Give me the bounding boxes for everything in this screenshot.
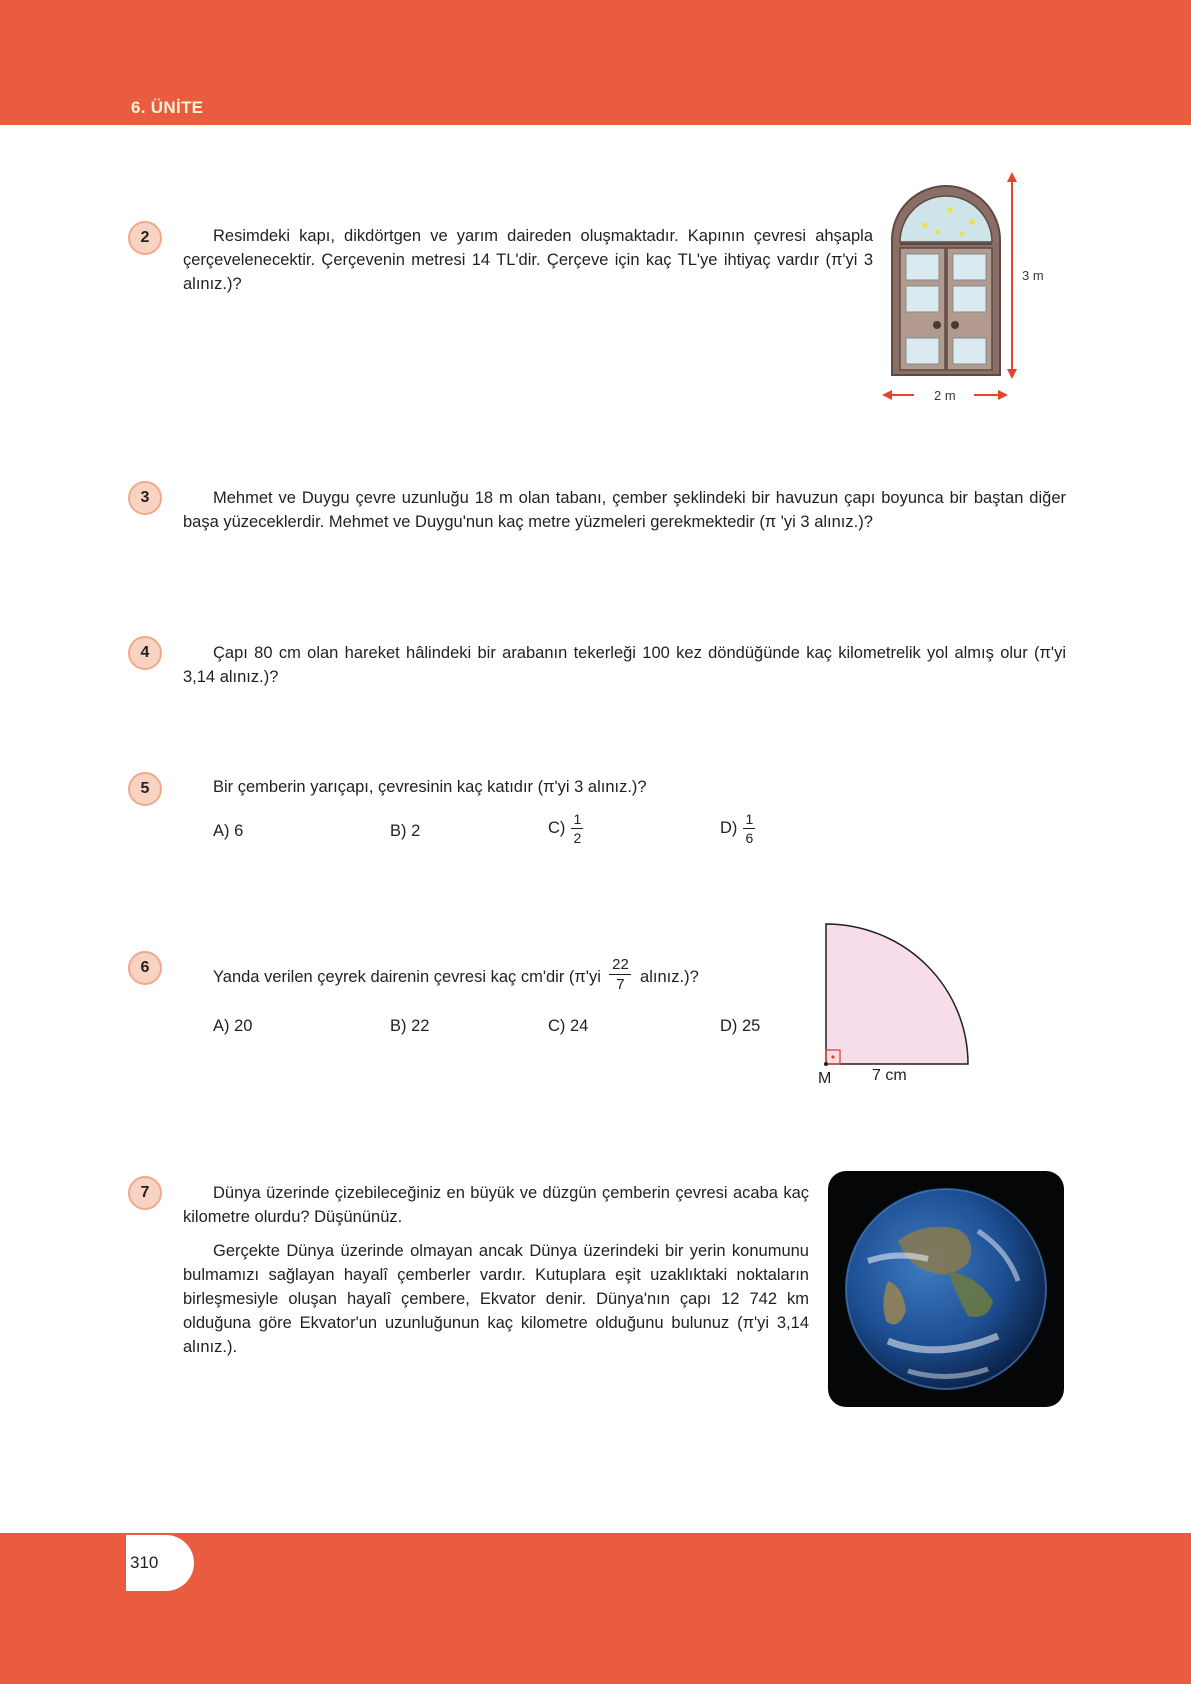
fraction-denominator: 7: [616, 976, 625, 993]
option-c-label: C): [548, 819, 566, 837]
door-height-label: 3 m: [1022, 268, 1044, 283]
door-illustration: [880, 170, 1020, 410]
fraction-numerator: 22: [612, 956, 629, 973]
option-b-label: B) 2: [390, 822, 421, 840]
question-2-text: [183, 224, 873, 296]
quarter-circle-figure: [820, 918, 980, 1068]
center-point-label: M: [818, 1070, 832, 1087]
option-a-label: A) 20: [213, 1017, 253, 1035]
option-a: [213, 822, 243, 841]
question-6-text-before: Yanda verilen çeyrek dairenin çevresi kaç cm'dir (π'yi: [213, 967, 601, 986]
question-number-badge: 3: [128, 481, 162, 515]
earth-image: [828, 1171, 1064, 1407]
page-number: 310: [130, 1553, 159, 1572]
question-3-text: [183, 486, 1066, 534]
option-d-label: D) 25: [720, 1017, 761, 1035]
question-3-paragraph: Mehmet ve Duygu çevre uzunluğu 18 m olan tabanı, çember şeklindeki bir havuzun çapı boyunca bir baştan diğer başa yüzeceklerdir. Mehmet ve Duygu'nun kaç metre yüzmeleri gerekmektedir (π 'yi 3 alınız.)?: [183, 489, 1066, 531]
question-5-text: [213, 775, 913, 799]
question-6-text-after: alınız.)?: [640, 967, 699, 986]
door-width-label: 2 m: [934, 388, 956, 403]
question-7-paragraph-1: Dünya üzerinde çizebileceğiniz en büyük ve düzgün çemberin çevresi acaba kaç kilometre olurdu? Düşününüz.: [183, 1184, 809, 1226]
question-number-badge: 4: [128, 636, 162, 670]
fraction-numerator: 1: [745, 811, 754, 827]
question-2-paragraph: Resimdeki kapı, dikdörtgen ve yarım daireden oluşmaktadır. Kapının çevresi ahşapla çerçevelenecektir. Çerçevenin metresi 14 TL'dir. Çerçeve için kaç TL'ye ihtiyaç vardır (π'yi 3 alınız.)?: [183, 227, 873, 293]
question-4-text: [183, 641, 1066, 689]
pi-approx-fraction: [609, 957, 631, 992]
option-d: [720, 1017, 760, 1036]
question-5-paragraph: Bir çemberin yarıçapı, çevresinin kaç katıdır (π'yi 3 alınız.)?: [213, 778, 647, 796]
option-c: [548, 812, 583, 845]
option-c: [548, 1017, 588, 1036]
option-b: [390, 822, 420, 841]
option-c-label: C) 24: [548, 1017, 589, 1035]
option-d-label: D): [720, 819, 738, 837]
question-number-badge: 7: [128, 1176, 162, 1210]
option-b: [390, 1017, 429, 1036]
fraction-denominator: 6: [745, 830, 754, 846]
door-figure: [880, 170, 1020, 410]
option-a: [213, 1017, 252, 1036]
option-d: [720, 812, 755, 845]
fraction-numerator: 1: [573, 811, 582, 827]
question-number-badge: 5: [128, 772, 162, 806]
quarter-circle-diagram: [820, 918, 980, 1068]
radius-label: 7 cm: [872, 1067, 907, 1084]
question-7-paragraph-2: Gerçekte Dünya üzerinde olmayan ancak Dünya üzerindeki bir yerin konumunu bulmamızı sağlayan hayalî çemberler vardır. Kutuplara eşit uzaklıktaki noktaların birleşmesiyle oluşan hayalî çembere, Ekvator denir. Dünya'nın çapı 12 742 km olduğuna göre Ekvator'un uzunluğunun kaç kilometre olduğunu bulunuz (π'yi 3,14 alınız.).: [183, 1242, 809, 1356]
question-6-text: [213, 956, 813, 995]
option-d-fraction: [743, 812, 755, 845]
earth-globe-illustration: [828, 1171, 1064, 1407]
question-4-paragraph: Çapı 80 cm olan hareket hâlindeki bir arabanın tekerleği 100 kez döndüğünde kaç kilometrelik yol almış olur (π'yi 3,14 alınız.)?: [183, 644, 1066, 686]
question-number-badge: 2: [128, 221, 162, 255]
option-a-label: A) 6: [213, 822, 244, 840]
question-number-badge: 6: [128, 951, 162, 985]
unit-title: 6. ÜNİTE: [131, 98, 204, 117]
question-7-text: [183, 1181, 809, 1359]
fraction-denominator: 2: [573, 830, 582, 846]
option-b-label: B) 22: [390, 1017, 430, 1035]
option-c-fraction: [571, 812, 583, 845]
